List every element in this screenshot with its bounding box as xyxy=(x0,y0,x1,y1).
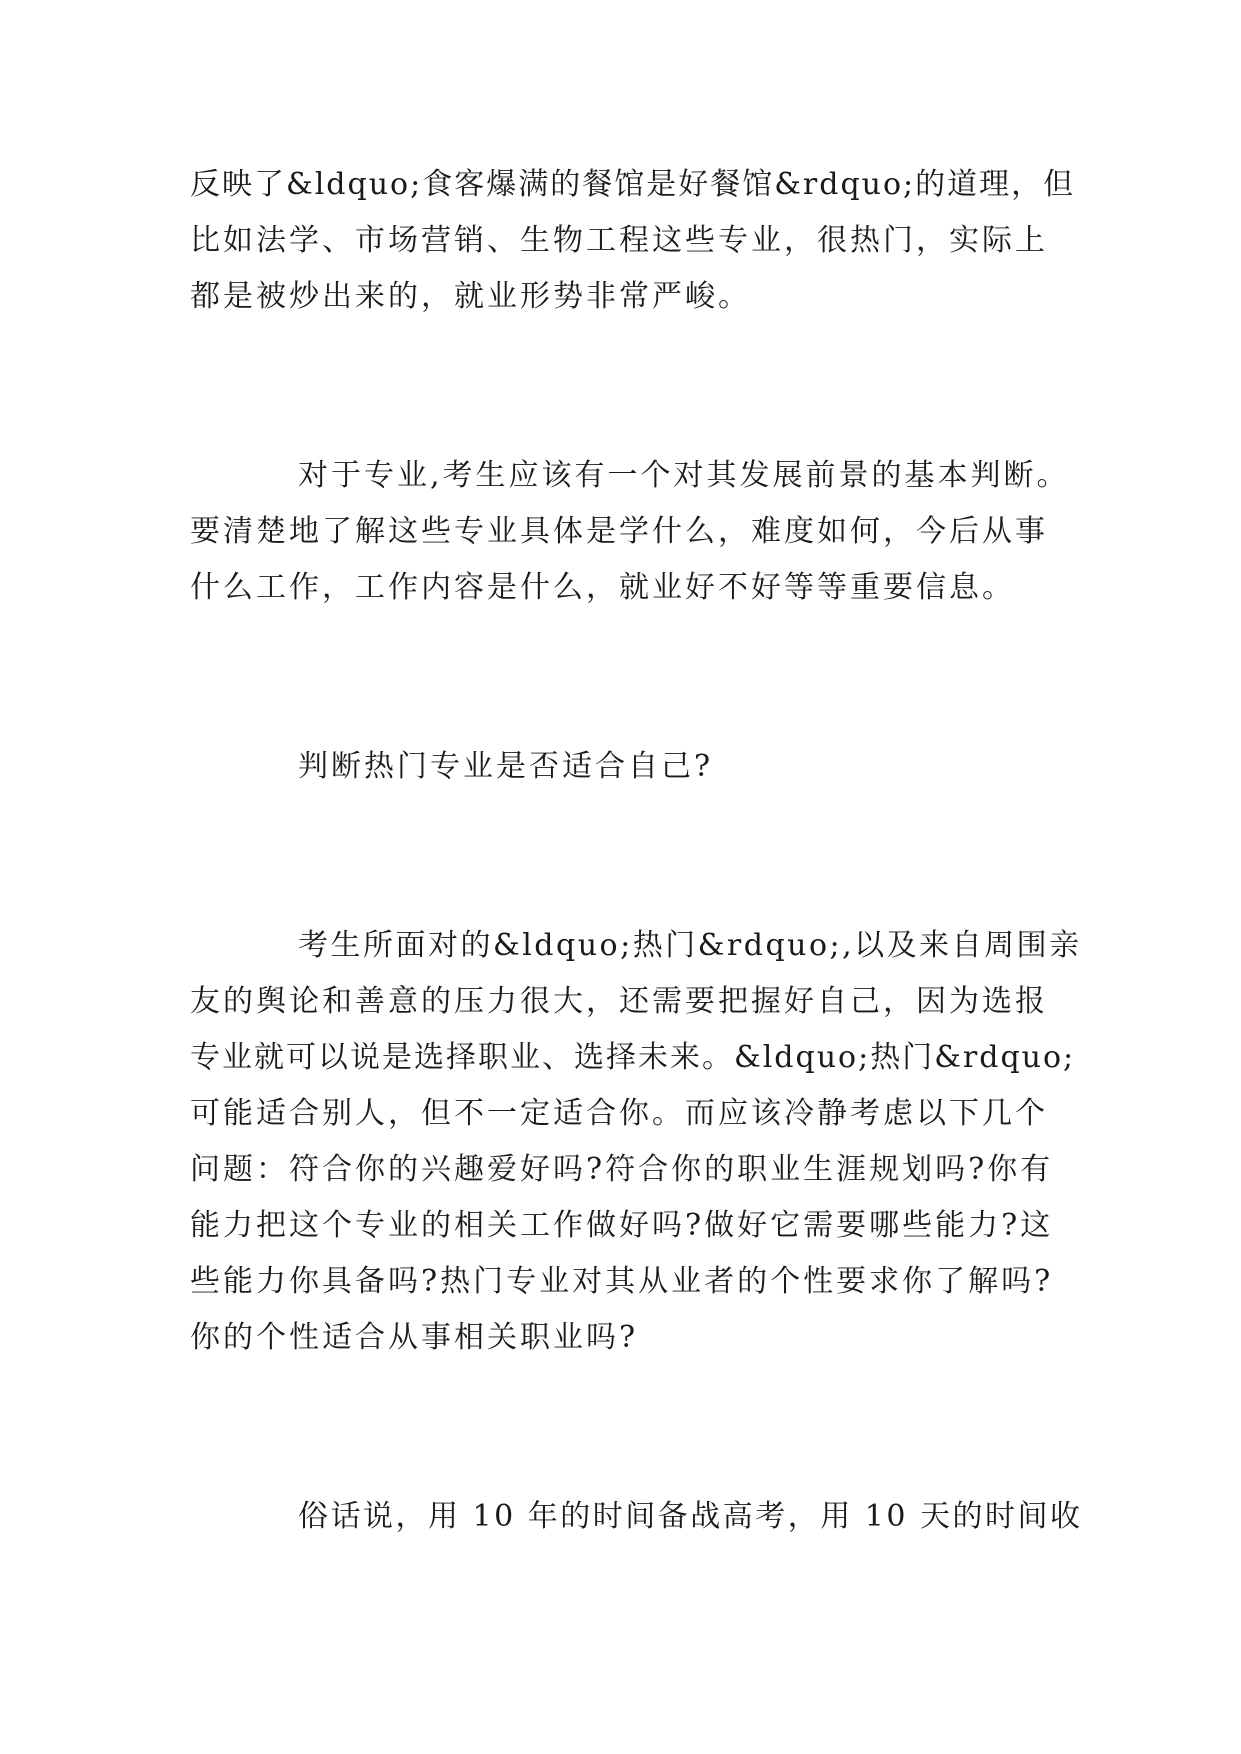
paragraph-4-line-6: 能力把这个专业的相关工作做好吗?做好它需要哪些能力?这 xyxy=(190,1208,1054,1243)
paragraph-4-line-7: 些能力你具备吗?热门专业对其从业者的个性要求你了解吗? xyxy=(190,1264,1054,1299)
paragraph-2-line-3: 什么工作，工作内容是什么，就业好不好等等重要信息。 xyxy=(190,570,1015,605)
paragraph-5-line-1: 俗话说，用 10 年的时间备战高考，用 10 天的时间收 xyxy=(298,1499,1083,1534)
paragraph-2-line-1: 对于专业,考生应该有一个对其发展前景的基本判断。 xyxy=(298,458,1070,493)
paragraph-4-line-8: 你的个性适合从事相关职业吗? xyxy=(190,1320,639,1355)
paragraph-2-line-2: 要清楚地了解这些专业具体是学什么，难度如何，今后从事 xyxy=(190,514,1048,549)
paragraph-4-line-4: 可能适合别人，但不一定适合你。而应该冷静考虑以下几个 xyxy=(190,1096,1048,1131)
paragraph-4-line-5: 问题：符合你的兴趣爱好吗?符合你的职业生涯规划吗?你有 xyxy=(190,1152,1054,1187)
paragraph-4-line-1: 考生所面对的&ldquo;热门&rdquo;,以及来自周围亲 xyxy=(298,928,1082,963)
section-question-heading: 判断热门专业是否适合自己? xyxy=(298,749,714,784)
paragraph-1-line-1: 反映了&ldquo;食客爆满的餐馆是好餐馆&rdquo;的道理，但 xyxy=(190,167,1076,202)
paragraph-4-line-2: 友的舆论和善意的压力很大，还需要把握好自己，因为选报 xyxy=(190,984,1048,1019)
paragraph-4-line-3: 专业就可以说是选择职业、选择未来。&ldquo;热门&rdquo; xyxy=(190,1040,1076,1075)
paragraph-1-line-3: 都是被炒出来的，就业形势非常严峻。 xyxy=(190,279,751,314)
paragraph-1-line-2: 比如法学、市场营销、生物工程这些专业，很热门，实际上 xyxy=(190,223,1048,258)
